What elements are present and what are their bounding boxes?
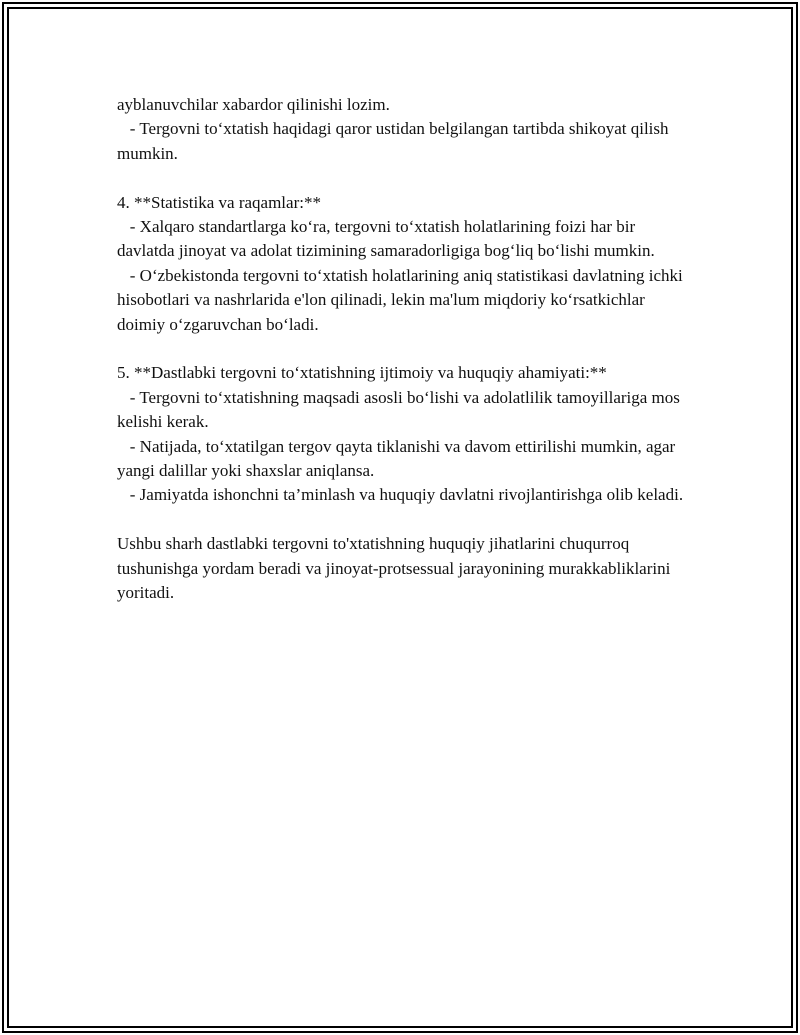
bullet-resumption: - Natijada, to‘xtatilgan tergov qayta tiklanishi va davom ettirilishi mumkin, agar yangi dalillar yoki shaxslar aniqlansa. (117, 436, 680, 481)
paragraph-continuation: ayblanuvchilar xabardor qilinishi lozim. (117, 95, 390, 114)
bullet-uzbekistan-statistics: - O‘zbekistonda tergovni to‘xtatish holatlarining aniq statistikasi davlatning ichki hisobotlari va nashrlarida e'lon qilinadi, lekin ma'lum miqdoriy ko‘rsatkichlar doimiy o‘zgaruvchan bo‘ladi. (117, 265, 688, 334)
paragraph-gap (117, 508, 697, 532)
paragraph-gap (117, 166, 697, 190)
paragraph-gap (117, 337, 697, 361)
bullet-international-standards: - Xalqaro standartlarga ko‘ra, tergovni to‘xtatish holatlarining foizi har bir davlatda jinoyat va adolat tizimining samaradorligiga bog‘liq bo‘lishi mumkin. (117, 217, 655, 261)
section-heading-significance: 5. **Dastlabki tergovni to‘xtatishning ijtimoiy va huquqiy ahamiyati:** (117, 363, 607, 383)
document-body (117, 93, 697, 605)
section-heading-statistics: 4. **Statistika va raqamlar:** (117, 192, 321, 212)
bullet-appeal: - Tergovni to‘xtatish haqidagi qaror ustidan belgilangan tartibda shikoyat qilish mumkin. (117, 119, 673, 163)
conclusion-paragraph: Ushbu sharh dastlabki tergovni to'xtatishning huquqiy jihatlarini chuqurroq tushunishga yordam beradi va jinoyat-protsessual jarayonining murakkabliklarini yoritadi. (117, 534, 675, 603)
bullet-trust: - Jamiyatda ishonchni ta’minlash va huquqiy davlatni rivojlantirishga olib keladi. (117, 485, 684, 505)
bullet-purpose: - Tergovni to‘xtatishning maqsadi asosli bo‘lishi va adolatlilik tamoyillariga mos kelishi kerak. (117, 387, 685, 432)
